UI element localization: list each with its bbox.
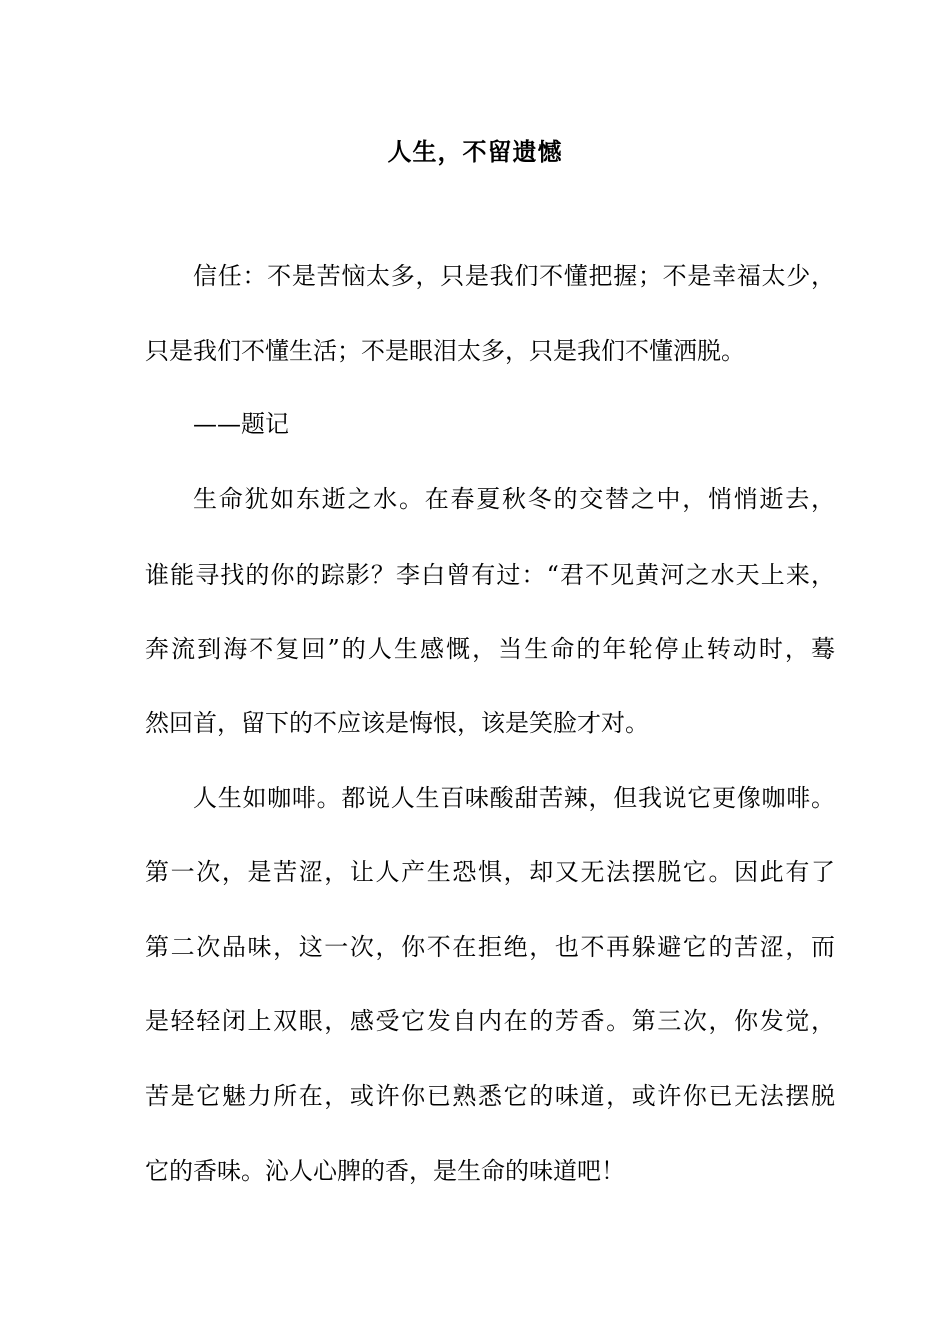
paragraph-line: 生命犹如东逝之水。在春夏秋冬的交替之中，悄悄逝去，: [193, 485, 835, 513]
paragraph-line: 苦是它魅力所在，或许你已熟悉它的味道，或许你已无法摆脱: [145, 1082, 835, 1110]
paragraph-line: 第二次品味，这一次，你不在拒绝，也不再躲避它的苦涩，而: [145, 933, 835, 961]
paragraph-line: 然回首，留下的不应该是悔恨，该是笑脸才对。: [145, 709, 649, 737]
paragraph-line: 信任：不是苦恼太多，只是我们不懂把握；不是幸福太少，: [193, 262, 835, 290]
document-title: 人生，不留遗憾: [387, 137, 563, 166]
epigraph-attribution: ——题记: [193, 410, 289, 438]
paragraph-line: 人生如咖啡。都说人生百味酸甜苦辣，但我说它更像咖啡。: [193, 784, 835, 812]
paragraph-line: 只是我们不懂生活；不是眼泪太多，只是我们不懂洒脱。: [145, 337, 745, 365]
paragraph-line: 它的香味。沁人心脾的香，是生命的味道吧！: [145, 1157, 625, 1185]
paragraph-line: 谁能寻找的你的踪影？李白曾有过：“君不见黄河之水天上来，: [145, 561, 835, 589]
paragraph-line: 奔流到海不复回”的人生感慨，当生命的年轮停止转动时，蓦: [145, 635, 835, 663]
paragraph-line: 第一次，是苦涩，让人产生恐惧，却又无法摆脱它。因此有了: [145, 858, 835, 886]
paragraph-line: 是轻轻闭上双眼，感受它发自内在的芳香。第三次，你发觉，: [145, 1007, 835, 1035]
